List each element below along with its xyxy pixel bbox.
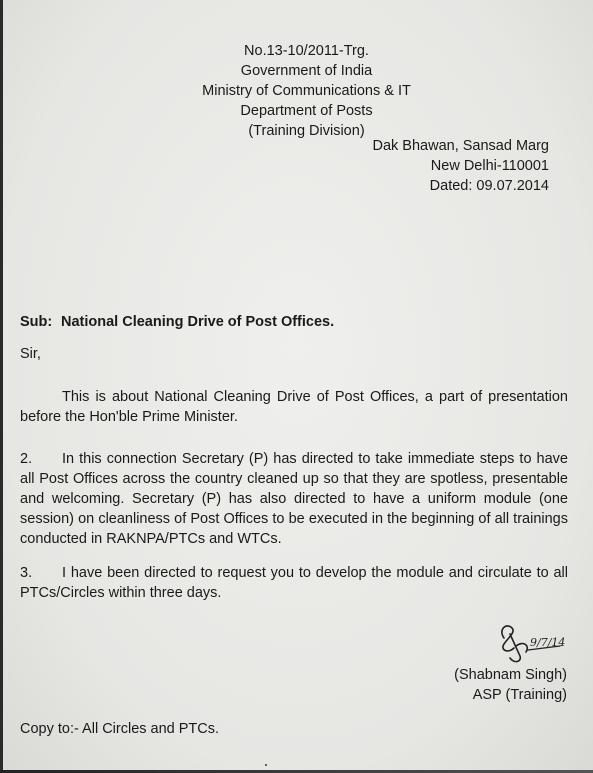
reference-number: No.13-10/2011-Trg. (244, 43, 369, 59)
signature-date: 9/7/14 (530, 636, 565, 649)
division-line: (Training Division) (248, 123, 365, 139)
paragraph-3 (20, 563, 568, 603)
ministry-line: Ministry of Communications & IT (202, 83, 411, 99)
signatory-block (454, 665, 567, 705)
paragraph-2-text: In this connection Secretary (P) has directed to take immediate steps to have all Post Offices across the country cleaned up so that they are spotless, presentable and welcoming. Secretary (P) has also directed to have a uniform module (one session) on cleanliness of Post Offices to be executed in the beginning of all trainings conducted in RAKNPA/PTCs and WTCs. (20, 451, 568, 547)
scan-speck (265, 764, 267, 766)
letter-date: Dated: 09.07.2014 (429, 178, 549, 194)
paragraph-2-number: 2. (20, 451, 33, 467)
paragraph-2 (20, 449, 568, 549)
subject-label: Sub: (20, 314, 53, 330)
address-block (372, 136, 549, 196)
handwritten-signature (490, 616, 565, 668)
address-street: Dak Bhawan, Sansad Marg (372, 138, 549, 154)
signatory-name: (Shabnam Singh) (454, 667, 567, 683)
paragraph-3-text: I have been directed to request you to develop the module and circulate to all PTCs/Circles within three days. (20, 565, 568, 601)
signatory-designation: ASP (Training) (472, 687, 567, 703)
letter-header (0, 41, 593, 141)
paragraph-1: This is about National Cleaning Drive of Post Offices, a part of presentation before the Hon'ble Prime Minister. (20, 389, 568, 425)
address-city: New Delhi-110001 (430, 158, 549, 174)
department-line: Department of Posts (240, 103, 373, 119)
salutation: Sir, (20, 346, 41, 362)
copy-to: Copy to:- All Circles and PTCs. (20, 721, 220, 737)
subject-text: National Cleaning Drive of Post Offices. (61, 314, 335, 330)
paragraph-3-number: 3. (20, 565, 33, 581)
subject-line (20, 314, 334, 330)
government-line: Government of India (240, 63, 373, 79)
